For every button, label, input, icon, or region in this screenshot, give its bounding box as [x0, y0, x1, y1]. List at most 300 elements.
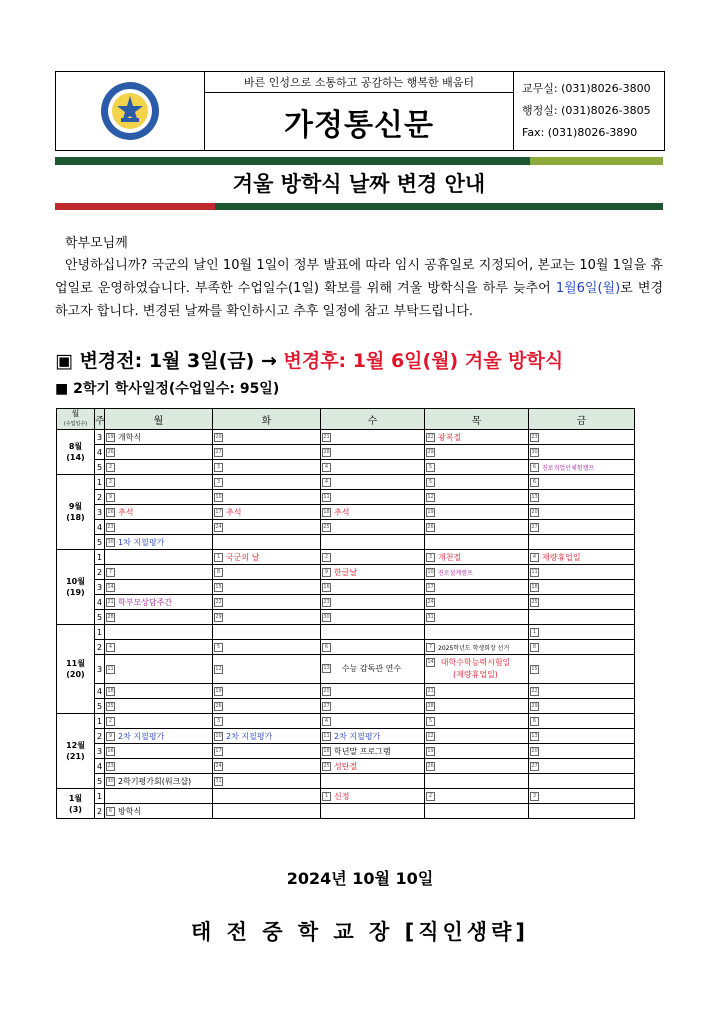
date-number: 31 — [215, 777, 222, 784]
day-cell — [321, 445, 425, 460]
date-number: 24 — [215, 762, 222, 769]
date-number: 21 — [323, 433, 330, 440]
day-cell — [425, 699, 529, 714]
month-cell — [57, 789, 95, 819]
date-change-line — [55, 346, 563, 373]
day-cell — [105, 580, 213, 595]
event-label: 국군의 날 — [226, 552, 260, 562]
day-cell — [105, 744, 213, 759]
table-row — [57, 804, 635, 819]
day-cell — [425, 595, 529, 610]
month-school-days: (18) — [66, 513, 85, 522]
day-cell — [213, 535, 321, 550]
day-cell — [425, 475, 529, 490]
month-school-days: (20) — [66, 670, 85, 679]
day-cell — [321, 610, 425, 625]
month-cell — [57, 475, 95, 550]
date-number: 25 — [323, 762, 330, 769]
day-cell — [321, 550, 425, 565]
event-label: 2차 지필평가 — [226, 731, 273, 741]
table-row — [57, 490, 635, 505]
date-number: 26 — [427, 523, 434, 530]
day-cell — [321, 580, 425, 595]
date-number: 5 — [426, 478, 435, 487]
date-number: 11 — [323, 732, 330, 739]
event-label: 수능 감독관 연수 — [341, 664, 402, 673]
date-number: 6 — [530, 463, 539, 472]
header-fri: 금 — [529, 409, 635, 430]
week-cell: 2 — [95, 565, 105, 580]
week-cell: 2 — [95, 729, 105, 744]
school-emblem-icon — [99, 80, 161, 142]
day-cell — [213, 520, 321, 535]
date-number: 11 — [107, 665, 114, 672]
date-number: 5 — [214, 643, 223, 652]
day-cell — [321, 804, 425, 819]
issue-date: 2024년 10월 10일 — [286, 869, 434, 888]
month-cell — [57, 430, 95, 475]
date-number: 4 — [322, 478, 331, 487]
date-number: 17 — [427, 583, 434, 590]
week-cell: 1 — [95, 475, 105, 490]
day-cell — [529, 714, 635, 729]
day-cell — [321, 430, 425, 445]
month-name: 9월 — [68, 502, 83, 511]
table-header-row — [57, 409, 635, 430]
date-number: 18 — [531, 583, 538, 590]
day-cell — [213, 490, 321, 505]
day-cell — [321, 595, 425, 610]
table-row — [57, 580, 635, 595]
date-number: 15 — [531, 665, 538, 672]
date-number: 27 — [531, 762, 538, 769]
change-after: 변경후: 1월 6일(월) 겨울 방학식 — [283, 350, 564, 372]
day-cell — [213, 505, 321, 520]
date-number: 2 — [106, 478, 115, 487]
day-cell — [425, 789, 529, 804]
week-cell: 5 — [95, 460, 105, 475]
day-cell — [529, 610, 635, 625]
month-name: 1월 — [68, 793, 83, 803]
day-cell — [425, 655, 529, 684]
title-box — [205, 72, 514, 150]
week-cell: 4 — [95, 595, 105, 610]
date-number: 12 — [215, 665, 222, 672]
day-cell — [105, 774, 213, 789]
date-number: 16 — [107, 508, 114, 515]
header-week: 주 — [95, 409, 105, 430]
date-number: 28 — [107, 613, 114, 620]
date-number: 2 — [106, 463, 115, 472]
date-number: 18 — [323, 508, 330, 515]
week-cell: 3 — [95, 580, 105, 595]
day-cell — [425, 430, 529, 445]
school-logo — [56, 72, 205, 150]
month-cell — [57, 625, 95, 714]
day-cell — [105, 520, 213, 535]
day-cell — [425, 445, 529, 460]
week-cell: 3 — [95, 655, 105, 684]
greeting: 학부모님께 — [65, 236, 128, 251]
date-number: 10 — [215, 493, 222, 500]
header-thu: 목 — [425, 409, 529, 430]
table-row — [57, 565, 635, 580]
date-number: 4 — [322, 463, 331, 472]
date-number: 23 — [107, 762, 114, 769]
date-number: 3 — [530, 792, 539, 801]
day-cell — [213, 804, 321, 819]
week-cell: 3 — [95, 744, 105, 759]
event-label: 진로설계캠프 — [438, 569, 473, 577]
day-cell — [321, 460, 425, 475]
date-number: 9 — [106, 732, 115, 741]
day-cell — [321, 744, 425, 759]
date-number: 21 — [107, 598, 114, 605]
day-cell — [321, 565, 425, 580]
week-cell: 3 — [95, 430, 105, 445]
day-cell — [425, 535, 529, 550]
divider-bar — [215, 203, 663, 210]
day-cell — [105, 445, 213, 460]
day-cell — [425, 550, 529, 565]
day-cell — [213, 729, 321, 744]
date-number: 10 — [427, 568, 434, 575]
date-number: 26 — [215, 702, 222, 709]
day-cell — [105, 565, 213, 580]
day-cell — [529, 550, 635, 565]
event-label: 2차 지필평가 — [334, 731, 381, 741]
date-number: 24 — [427, 598, 434, 605]
day-cell — [105, 535, 213, 550]
month-school-days: (3) — [69, 804, 82, 814]
date-number: 6 — [530, 478, 539, 487]
day-cell — [105, 759, 213, 774]
principal-signature: 태 전 중 학 교 장 [직인생략] — [191, 920, 529, 944]
body-text: 안녕하십니까? 국군의 날인 10월 1일이 정부 발표에 따라 임시 공휴일로 지정되어, 본교는 10월 1일을 휴업일로 운영하였습니다. 부족한 수업일수(1일) 확보를 위해 겨울 방학식을 하루 늦추어 — [55, 258, 663, 296]
date-number: 8 — [214, 568, 223, 577]
date-number: 22 — [215, 598, 222, 605]
event-label: 대학수학능력시험일 (재량휴업일) — [440, 658, 511, 679]
date-number: 25 — [107, 702, 114, 709]
month-name: 11월 — [66, 659, 85, 668]
table-row — [57, 655, 635, 684]
event-label: 한글날 — [334, 567, 358, 577]
day-cell — [425, 804, 529, 819]
date-number: 27 — [215, 448, 222, 455]
date-number: 20 — [215, 433, 222, 440]
table-row — [57, 535, 635, 550]
table-row — [57, 430, 635, 445]
day-cell — [105, 430, 213, 445]
date-number: 14 — [107, 583, 114, 590]
date-number: 3 — [426, 553, 435, 562]
notice-subtitle: 겨울 방학식 날짜 변경 안내 — [232, 172, 486, 196]
day-cell — [529, 490, 635, 505]
day-cell — [321, 535, 425, 550]
date-number: 27 — [323, 702, 330, 709]
day-cell — [425, 729, 529, 744]
day-cell — [105, 804, 213, 819]
day-cell — [105, 625, 213, 640]
table-row — [57, 714, 635, 729]
day-cell — [105, 684, 213, 699]
day-cell — [321, 625, 425, 640]
date-number: 11 — [323, 493, 330, 500]
date-number: 19 — [107, 433, 114, 440]
week-cell: 5 — [95, 699, 105, 714]
table-row — [57, 445, 635, 460]
event-label: 학년말 프로그램 — [334, 746, 391, 756]
day-cell — [425, 580, 529, 595]
date-number: 2 — [106, 717, 115, 726]
day-cell — [425, 565, 529, 580]
date-number: 6 — [322, 643, 331, 652]
day-cell — [529, 460, 635, 475]
school-slogan: 바른 인성으로 소통하고 공감하는 행복한 배움터 — [205, 72, 513, 93]
date-number: 19 — [215, 687, 222, 694]
day-cell — [213, 625, 321, 640]
month-name: 8월 — [68, 442, 83, 451]
day-cell — [213, 565, 321, 580]
date-number: 23 — [531, 433, 538, 440]
date-number: 15 — [215, 583, 222, 590]
table-row — [57, 475, 635, 490]
date-number: 5 — [426, 717, 435, 726]
day-cell — [529, 625, 635, 640]
table-row — [57, 640, 635, 655]
table-row — [57, 684, 635, 699]
day-cell — [529, 774, 635, 789]
day-cell — [213, 595, 321, 610]
week-cell: 4 — [95, 759, 105, 774]
day-cell — [529, 684, 635, 699]
day-cell — [213, 580, 321, 595]
date-number: 6 — [530, 717, 539, 726]
week-cell: 4 — [95, 445, 105, 460]
event-label: 학부모상담주간 — [118, 597, 173, 607]
day-cell — [529, 729, 635, 744]
week-cell: 5 — [95, 535, 105, 550]
table-row — [57, 595, 635, 610]
day-cell — [213, 445, 321, 460]
day-cell — [213, 789, 321, 804]
day-cell — [425, 714, 529, 729]
date-number: 30 — [107, 777, 114, 784]
day-cell — [213, 655, 321, 684]
date-number: 13 — [531, 493, 538, 500]
table-row — [57, 550, 635, 565]
day-cell — [321, 520, 425, 535]
header-month: 월 (수업일수) — [57, 409, 95, 430]
date-number: 25 — [323, 523, 330, 530]
date-number: 26 — [427, 762, 434, 769]
day-cell — [425, 684, 529, 699]
date-number: 30 — [323, 613, 330, 620]
month-school-days: (19) — [66, 588, 85, 597]
day-cell — [529, 580, 635, 595]
date-number: 28 — [323, 448, 330, 455]
contact-line: Fax: (031)8026-3890 — [522, 126, 638, 139]
header-box — [55, 71, 665, 151]
day-cell — [529, 565, 635, 580]
week-cell: 2 — [95, 804, 105, 819]
day-cell — [425, 610, 529, 625]
month-school-days: (14) — [66, 453, 85, 462]
date-number: 1 — [530, 628, 539, 637]
date-number: 4 — [322, 717, 331, 726]
table-row — [57, 460, 635, 475]
day-cell — [425, 744, 529, 759]
day-cell — [321, 640, 425, 655]
day-cell — [213, 550, 321, 565]
day-cell — [425, 759, 529, 774]
day-cell — [425, 640, 529, 655]
day-cell — [105, 789, 213, 804]
contact-info — [514, 72, 664, 150]
day-cell — [105, 490, 213, 505]
day-cell — [529, 759, 635, 774]
day-cell — [529, 595, 635, 610]
table-row — [57, 774, 635, 789]
date-number: 30 — [531, 448, 538, 455]
day-cell — [105, 640, 213, 655]
header-tue: 화 — [213, 409, 321, 430]
event-label: 개천절 — [438, 552, 462, 562]
day-cell — [213, 684, 321, 699]
date-number: 29 — [427, 448, 434, 455]
date-number: 3 — [214, 717, 223, 726]
week-cell: 1 — [95, 625, 105, 640]
day-cell — [529, 505, 635, 520]
date-number: 13 — [531, 732, 538, 739]
day-cell — [321, 729, 425, 744]
event-label: 2025학년도 학생회장 선거 — [438, 644, 510, 652]
day-cell — [529, 430, 635, 445]
week-cell: 1 — [95, 550, 105, 565]
date-number: 22 — [531, 687, 538, 694]
week-cell: 1 — [95, 714, 105, 729]
month-name: 10월 — [66, 577, 85, 586]
divider-bar — [55, 203, 215, 210]
date-number: 18 — [323, 747, 330, 754]
day-cell — [529, 445, 635, 460]
week-cell: 5 — [95, 610, 105, 625]
date-number: 20 — [323, 687, 330, 694]
date-number: 17 — [215, 747, 222, 754]
table-row — [57, 505, 635, 520]
day-cell — [105, 655, 213, 684]
day-cell — [321, 505, 425, 520]
day-cell — [321, 684, 425, 699]
event-label: 진로직업인체험캠프 — [542, 464, 595, 472]
page-title: 가정통신문 — [284, 107, 434, 143]
month-cell — [57, 714, 95, 789]
change-before: ▣ 변경전: 1월 3일(금) → — [55, 350, 284, 372]
day-cell — [321, 699, 425, 714]
month-name: 12월 — [66, 741, 85, 750]
date-number: 6 — [106, 807, 115, 816]
date-number: 12 — [427, 732, 434, 739]
date-number: 1 — [214, 553, 223, 562]
date-number: 16 — [107, 747, 114, 754]
day-cell — [105, 610, 213, 625]
date-number: 20 — [531, 508, 538, 515]
date-number: 13 — [323, 665, 330, 671]
divider-bar — [530, 157, 663, 165]
date-number: 14 — [427, 659, 434, 665]
week-cell: 2 — [95, 640, 105, 655]
table-row — [57, 759, 635, 774]
day-cell — [213, 610, 321, 625]
event-label: 신정 — [334, 791, 350, 801]
day-cell — [425, 520, 529, 535]
day-cell — [425, 625, 529, 640]
event-label: 추석 — [118, 507, 134, 517]
date-number: 27 — [531, 523, 538, 530]
date-number: 11 — [531, 568, 538, 575]
event-label: 광복절 — [438, 432, 462, 442]
date-number: 9 — [106, 493, 115, 502]
date-number: 4 — [530, 553, 539, 562]
event-label: 재량휴업일 — [542, 552, 581, 562]
day-cell — [105, 699, 213, 714]
event-label: 개학식 — [118, 432, 142, 442]
day-cell — [321, 655, 425, 684]
event-label: 1차 지필평가 — [118, 537, 165, 547]
week-cell: 3 — [95, 505, 105, 520]
date-number: 2 — [322, 553, 331, 562]
event-label: 성탄절 — [334, 761, 358, 771]
table-row — [57, 699, 635, 714]
day-cell — [529, 655, 635, 684]
day-cell — [529, 699, 635, 714]
date-number: 21 — [427, 687, 434, 694]
date-number: 29 — [531, 702, 538, 709]
day-cell — [213, 460, 321, 475]
table-row — [57, 610, 635, 625]
day-cell — [321, 789, 425, 804]
table-row — [57, 729, 635, 744]
notice-body — [55, 254, 663, 323]
day-cell — [213, 640, 321, 655]
date-number: 12 — [427, 493, 434, 500]
day-cell — [529, 789, 635, 804]
date-number: 26 — [107, 448, 114, 455]
day-cell — [529, 535, 635, 550]
day-cell — [105, 550, 213, 565]
date-number: 7 — [426, 643, 435, 652]
day-cell — [213, 475, 321, 490]
date-number: 19 — [427, 747, 434, 754]
date-number: 24 — [215, 523, 222, 530]
day-cell — [321, 714, 425, 729]
date-number: 22 — [427, 433, 434, 440]
day-cell — [529, 520, 635, 535]
day-cell — [321, 490, 425, 505]
date-number: 3 — [214, 478, 223, 487]
date-number: 1 — [322, 792, 331, 801]
date-number: 19 — [427, 508, 434, 515]
body-text: 로 변경하고자 합니다. 변경된 날짜를 확인하시고 추후 일정에 참고 부탁드립니다. — [55, 281, 664, 319]
semester-heading: ■ 2학기 학사일정(수업일수: 95일) — [55, 381, 280, 397]
contact-line: 행정실: (031)8026-3805 — [522, 104, 651, 117]
date-number: 17 — [215, 508, 222, 515]
date-number: 28 — [427, 702, 434, 709]
month-school-days: (21) — [66, 752, 85, 761]
date-number: 2 — [426, 792, 435, 801]
day-cell — [529, 640, 635, 655]
date-number: 16 — [323, 583, 330, 590]
